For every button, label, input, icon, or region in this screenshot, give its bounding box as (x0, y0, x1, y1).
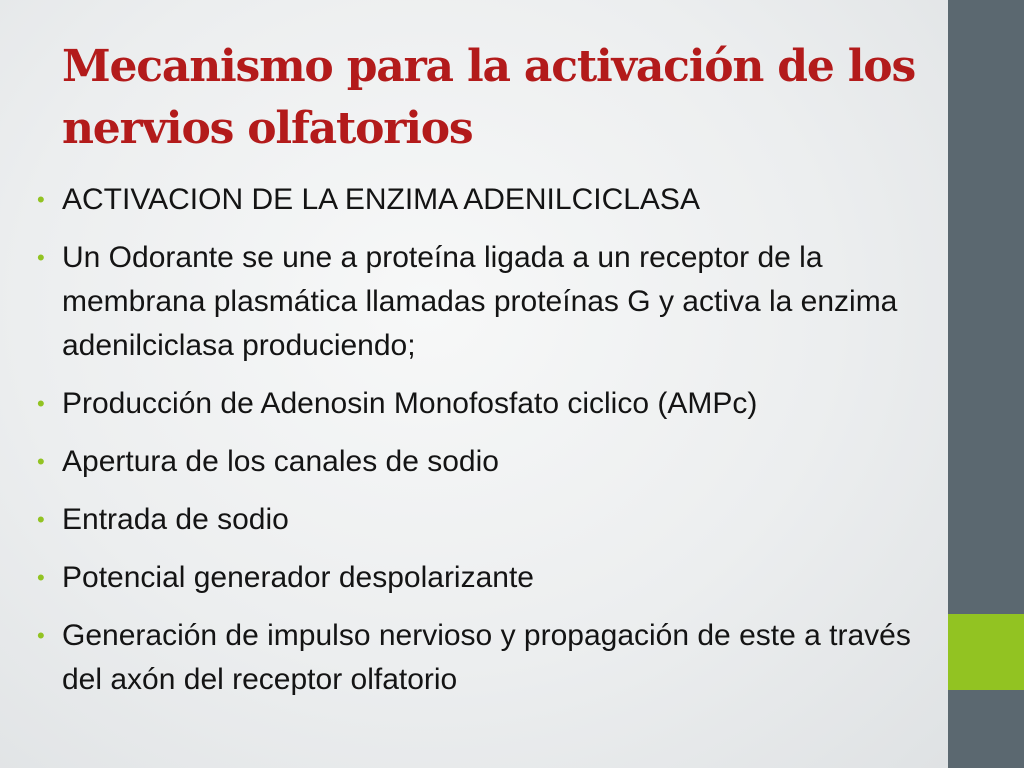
bullet-item (0, 614, 930, 702)
bullet-icon: • (37, 187, 45, 212)
bullet-item (0, 556, 930, 600)
bullet-icon: • (37, 391, 45, 416)
bullet-text: Apertura de los canales de sodio (62, 445, 499, 478)
bullet-item (0, 498, 930, 542)
side-accent-square (948, 614, 1024, 690)
bullet-item (0, 382, 930, 426)
bullet-icon: • (37, 449, 45, 474)
bullet-icon: • (37, 507, 45, 532)
bullet-item (0, 440, 930, 484)
bullet-text: Generación de impulso nervioso y propagación de este a través del axón del receptor olfatorio (62, 619, 911, 696)
bullet-icon: • (37, 623, 45, 648)
bullet-text: Producción de Adenosin Monofosfato ciclico (AMPc) (62, 387, 758, 420)
bullet-icon: • (37, 565, 45, 590)
bullet-item (0, 236, 930, 368)
bullet-item (0, 178, 930, 222)
bullet-text: ACTIVACION DE LA ENZIMA ADENILCICLASA (62, 183, 700, 216)
slide-title: Mecanismo para la activación de los nervios olfatorios (62, 41, 916, 154)
bullet-text: Entrada de sodio (62, 503, 289, 536)
bullet-text: Un Odorante se une a proteína ligada a un receptor de la membrana plasmática llamadas proteínas G y activa la enzima adenilciclasa produciendo; (62, 241, 898, 362)
bullet-icon: • (37, 245, 45, 270)
bullet-list (0, 178, 930, 716)
bullet-text: Potencial generador despolarizante (62, 561, 534, 594)
